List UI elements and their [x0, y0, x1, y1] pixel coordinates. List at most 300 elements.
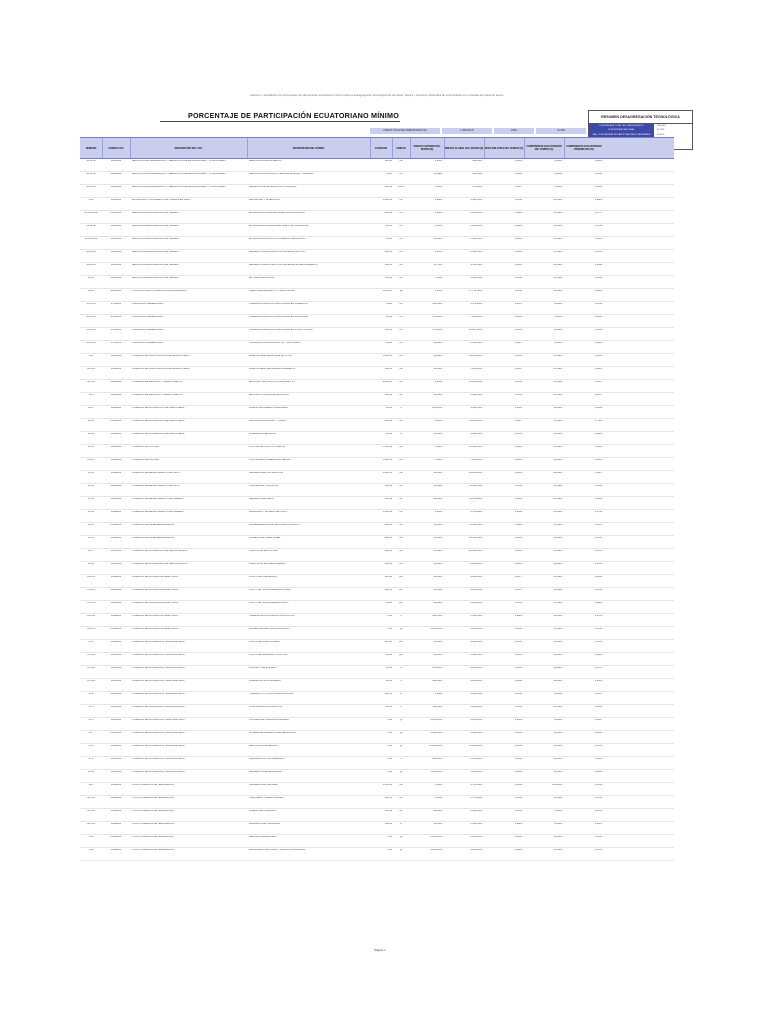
cell-unidad: m2 — [399, 511, 403, 513]
cell-precio-global: 10.496,0000 — [469, 524, 482, 526]
cell-componente-ecuatoriano: 80,0000 — [553, 199, 562, 201]
cell-componente-ponderado: 0,1333 — [594, 706, 602, 708]
cell-codigo-cpc: 54440101 — [110, 459, 122, 461]
cell-componente-ponderado: 0,1797 — [594, 667, 602, 669]
cell-codigo-cpc: 54330101 — [110, 381, 122, 383]
cell-descripcion-cpc: TRABAJOS DE INSTALACIÓN DE CIELOS FALSOS — [132, 550, 187, 552]
cell-codigo-cpc: 54250101 — [110, 251, 122, 253]
cell-precio-global: 4.553,0000 — [470, 264, 482, 266]
cell-descripcion-cpc: TRABAJOS DE REVESTIMIENTO DE PAREDES — [132, 498, 184, 500]
cell-descripcion-rubro: MAMPOSTERÍA DE LADRILLO MAMBRÓN — [249, 368, 295, 370]
table-row — [80, 626, 674, 640]
cell-unidad: m3 — [399, 173, 403, 175]
cell-precio-global: 24.510,0000 — [469, 537, 482, 539]
summary-value: 41,23% — [655, 128, 692, 132]
col-unidad: UNIDAD — [392, 138, 411, 158]
cell-numero: 31.3.03 — [87, 680, 95, 682]
cell-unidad: m2 — [399, 810, 403, 812]
cell-peso-relativo: 0,0003 — [514, 160, 522, 162]
table-row — [80, 678, 674, 692]
cell-unidad: u — [400, 667, 402, 669]
cell-peso-relativo: 0,0007 — [514, 186, 522, 188]
cell-cantidad: 1.420,00 — [382, 459, 392, 461]
cell-descripcion-rubro: PUNTO DE DESAGÜE PVC 110 MM — [249, 654, 288, 656]
table-row — [80, 717, 674, 731]
cell-cantidad: 40,00 — [386, 602, 392, 604]
cell-descripcion-cpc: TRABAJOS DE PINTURA — [132, 459, 160, 461]
cell-codigo-cpc: 54410101 — [110, 732, 122, 734]
cell-descripcion-cpc: SERVICIOS DE PREPARACIÓN Y DEMOLICIÓN DE EDIFICACIONES Y OTRAS OBRAS — [132, 186, 226, 188]
cell-componente-ecuatoriano: 70,0000 — [553, 329, 562, 331]
cell-cantidad: 95,00 — [386, 238, 392, 240]
cell-descripcion-rubro: HORMIGÓN CICLÓPEO 60% HS Y 40% PIEDRA — [249, 342, 301, 344]
cell-descripcion-rubro: PUNTO DE TOMACORRIENTE 220 V — [249, 602, 289, 604]
table-row — [80, 288, 674, 302]
cell-unidad: m3 — [399, 212, 403, 214]
cell-cantidad: 210,00 — [384, 186, 392, 188]
cell-peso-relativo: 0,0094 — [514, 446, 522, 448]
cell-precio-global: 1.369,0000 — [470, 277, 482, 279]
cell-cantidad: 380,00 — [384, 485, 392, 487]
table-row — [80, 535, 674, 549]
cell-unidad: m2 — [399, 446, 403, 448]
cell-precio-unitario: 42,0000 — [433, 654, 442, 656]
cell-precio-global: 10.296,0000 — [469, 498, 482, 500]
cell-descripcion-cpc: SERVICIOS DE EXCAVACIÓN DE TIERRAS — [132, 238, 179, 240]
cell-componente-ecuatoriano: 85,0000 — [553, 706, 562, 708]
cell-componente-ponderado: 0,1503 — [594, 680, 602, 682]
cell-descripcion-cpc: TRABAJOS DE INSTALACIÓN ELÉCTRICA — [132, 589, 178, 591]
cell-componente-ponderado: 0,1470 — [594, 823, 602, 825]
cell-componente-ecuatoriano: 90,0000 — [553, 797, 562, 799]
cell-componente-ponderado: 0,4245 — [594, 576, 602, 578]
mini-header-pr: PRECIO TOTAL DEL PRESUPUESTO ($) — [370, 128, 440, 134]
cell-componente-ecuatoriano: 45,0000 — [553, 550, 562, 552]
cell-componente-ecuatoriano: 80,0000 — [553, 225, 562, 227]
cell-componente-ponderado: 1,2136 — [594, 355, 602, 357]
cell-precio-unitario: 62,0000 — [433, 433, 442, 435]
cell-descripcion-cpc: TRABAJOS DE INSTALACIÓN HIDROSANITARIA — [132, 693, 185, 695]
cell-unidad: m — [400, 433, 402, 435]
cell-componente-ponderado: 0,1748 — [594, 225, 602, 227]
cell-cantidad: 860,00 — [384, 537, 392, 539]
cell-descripcion-rubro: CIELO RASO DE GYPSUM — [249, 550, 278, 552]
cell-componente-ecuatoriano: 35,0000 — [553, 745, 562, 747]
cell-descripcion-rubro: RELLENO COMPACTADO CON MATERIAL DE MEJORAMIENTO — [249, 264, 318, 266]
cell-cantidad: 1,00 — [387, 732, 392, 734]
cell-componente-ecuatoriano: 60,0000 — [553, 641, 562, 643]
cell-peso-relativo: 0,0043 — [514, 810, 522, 812]
cell-cantidad: 340,00 — [384, 563, 392, 565]
cell-componente-ecuatoriano: 70,0000 — [553, 342, 562, 344]
cell-descripcion-cpc: TRABAJOS DE REVESTIMIENTO DE PISOS — [132, 472, 180, 474]
cell-unidad: gl — [400, 628, 402, 630]
cell-codigo-cpc: 54330101 — [110, 355, 122, 357]
cell-unidad: m3 — [399, 238, 403, 240]
cell-cantidad: 1,00 — [387, 628, 392, 630]
summary-label: VAE - PORCENTAJE DE PARTICIPACIÓN ECUATORIANO — [589, 133, 655, 137]
table-row — [80, 262, 674, 276]
cell-numero: 31.9 — [88, 758, 94, 760]
cell-componente-ecuatoriano: 85,0000 — [553, 355, 562, 357]
cell-descripcion-cpc: TRABAJOS DE INSTALACIÓN HIDROSANITARIA — [132, 667, 185, 669]
cell-unidad: u — [400, 680, 402, 682]
cell-codigo-cpc: 54990101 — [110, 810, 122, 812]
cell-unidad: pto — [399, 602, 403, 604]
table-row — [80, 691, 674, 705]
cell-cantidad: 28,00 — [386, 680, 392, 682]
cell-numero: 30.10.1 — [87, 459, 95, 461]
cell-componente-ecuatoriano: 35,0000 — [553, 290, 562, 292]
cell-precio-unitario: 11,8000 — [433, 173, 442, 175]
cell-peso-relativo: 0,0082 — [514, 524, 522, 526]
table-row — [80, 197, 674, 211]
title-rule — [160, 121, 400, 122]
cell-componente-ponderado: 0,3675 — [594, 524, 602, 526]
summary-value: 35,01% — [655, 133, 692, 137]
cell-precio-unitario: 22,5000 — [433, 472, 442, 474]
cell-componente-ecuatoriano: 80,0000 — [553, 212, 562, 214]
cell-descripcion-cpc: TRABAJOS DE INSTALACIÓN ELÉCTRICA — [132, 628, 178, 630]
table-row — [80, 561, 674, 575]
table-row — [80, 496, 674, 510]
cell-unidad: m2 — [399, 394, 403, 396]
cell-componente-ecuatoriano: 80,0000 — [553, 264, 562, 266]
cell-peso-relativo: 0,0009 — [514, 771, 522, 773]
cell-componente-ponderado: 0,1265 — [594, 238, 602, 240]
cell-descripcion-rubro: CISTERNA DE HORMIGÓN ARMADO — [249, 719, 289, 721]
cell-descripcion-rubro: ACERO DE REFUERZO FY=4200 KG/CM2 — [249, 290, 295, 292]
cell-componente-ponderado: 0,1595 — [594, 251, 602, 253]
cell-codigo-cpc: 54410101 — [110, 641, 122, 643]
cell-precio-global: 16.380,0000 — [469, 420, 482, 422]
table-row — [80, 795, 674, 809]
cell-peso-relativo: 0,0035 — [514, 264, 522, 266]
cell-codigo-cpc: 54630101 — [110, 407, 122, 409]
cell-numero: 30.01.03 — [86, 186, 96, 188]
cell-precio-unitario: 16,4000 — [433, 524, 442, 526]
cell-precio-unitario: 6,8000 — [434, 693, 442, 695]
cell-componente-ponderado: 0,1354 — [594, 784, 602, 786]
cell-precio-unitario: 112,0000 — [432, 706, 442, 708]
cell-peso-relativo: 0,0027 — [514, 342, 522, 344]
cell-codigo-cpc: 54990101 — [110, 836, 122, 838]
cell-precio-global: 5.400,0000 — [470, 732, 482, 734]
cell-numero: 31.1 — [88, 394, 94, 396]
cell-numero: 30.05.02 — [86, 316, 96, 318]
cell-precio-global: 2.520,0000 — [470, 615, 482, 617]
cell-cantidad: 1,00 — [387, 836, 392, 838]
cell-peso-relativo: 0,0011 — [515, 199, 522, 201]
cell-componente-ecuatoriano: 70,0000 — [553, 303, 562, 305]
cell-unidad: m — [400, 693, 402, 695]
table-row — [80, 236, 674, 250]
cell-descripcion-rubro: DESALOJO DE MATERIAL CON VOLQUETA — [249, 186, 297, 188]
cell-numero: 31.5 — [88, 706, 94, 708]
cell-precio-global: 4.352,0000 — [470, 693, 482, 695]
cell-precio-unitario: 420,0000 — [432, 615, 442, 617]
cell-precio-unitario: 3.850,0000 — [430, 628, 442, 630]
cell-componente-ecuatoriano: 90,0000 — [553, 407, 562, 409]
col-precio-global: PRECIO GLOBAL DEL RUBRO ($) — [444, 138, 485, 158]
cell-codigo-cpc: 42999911 — [110, 290, 122, 292]
table-row — [80, 704, 674, 718]
cell-peso-relativo: 0,0075 — [514, 589, 522, 591]
cell-descripcion-rubro: CIELO RASO DE FIBRA MINERAL — [249, 563, 286, 565]
cell-precio-unitario: 8,4500 — [434, 381, 442, 383]
cell-unidad: m2 — [399, 160, 403, 162]
cell-cantidad: 280,00 — [384, 589, 392, 591]
cell-unidad: pto — [399, 654, 403, 656]
table-row — [80, 730, 674, 744]
cell-descripcion-rubro: DEMOLICIÓN DE MAMPOSTERÍA DE BLOQUE Y LADRILLO — [249, 173, 314, 175]
cell-numero: 30.10 — [88, 446, 94, 448]
cell-unidad: m2 — [399, 368, 403, 370]
cell-precio-unitario: 8,9000 — [434, 212, 442, 214]
cell-numero: 31.2.01 — [87, 576, 95, 578]
cell-cantidad: 8.650,00 — [382, 290, 392, 292]
cell-numero: 31.2.03 — [87, 602, 95, 604]
cell-componente-ecuatoriano: 60,0000 — [553, 654, 562, 656]
cell-componente-ecuatoriano: 75,0000 — [553, 810, 562, 812]
cell-peso-relativo: 0,0191 — [514, 537, 522, 539]
cell-peso-relativo: 0,0024 — [514, 849, 522, 851]
cell-numero: 30.6.01 — [87, 368, 95, 370]
cell-descripcion-cpc: HORMIGÓN PREMEZCLADO — [132, 329, 164, 331]
cell-componente-ponderado: 0,2370 — [594, 693, 602, 695]
cell-precio-global: 20.580,0000 — [469, 550, 482, 552]
cell-numero: 31.2.05 — [87, 628, 95, 630]
table-row — [80, 509, 674, 523]
cell-peso-relativo: 0,0030 — [514, 680, 522, 682]
col-precio-unitario: PRECIO UNITARIO DEL RUBRO ($) — [410, 138, 445, 158]
cell-precio-global: 2.470,0000 — [470, 797, 482, 799]
cell-descripcion-cpc: TRABAJOS DE INSTALACIÓN DE CARPINTERÍA — [132, 407, 185, 409]
cell-precio-global: 4.032,0000 — [470, 654, 482, 656]
cell-numero: 31.3.01 — [87, 654, 95, 656]
cell-cantidad: 640,00 — [384, 693, 392, 695]
cell-cantidad: 185,00 — [384, 277, 392, 279]
cell-cantidad: 210,00 — [384, 420, 392, 422]
cell-unidad: gl — [400, 836, 402, 838]
cell-componente-ecuatoriano: 65,0000 — [553, 459, 562, 461]
cell-cantidad: 3.100,00 — [382, 446, 392, 448]
col-peso-relativo: PESO RELATIVO DEL RUBRO (%) — [484, 138, 525, 158]
cell-componente-ecuatoriano: 40,0000 — [553, 758, 562, 760]
cell-cantidad: 310,00 — [384, 576, 392, 578]
cell-codigo-cpc: 54470101 — [110, 550, 122, 552]
cell-descripcion-rubro: EXCAVACIÓN A MANO EN SUELO SIN CLASIFICAR — [249, 212, 305, 214]
cell-precio-global: 14.440,0000 — [469, 485, 482, 487]
cell-cantidad: 8,00 — [387, 758, 392, 760]
cell-descripcion-rubro: PUNTO DE AGUA POTABLE — [249, 641, 280, 643]
cell-cantidad: 45,00 — [386, 173, 392, 175]
cell-componente-ponderado: 0,1773 — [594, 212, 602, 214]
cell-codigo-cpc: 54470101 — [110, 563, 122, 565]
cell-componente-ecuatoriano: 80,0000 — [553, 238, 562, 240]
cell-descripcion-rubro: LIMPIEZA FINAL DE OBRA — [249, 784, 278, 786]
cell-unidad: gl — [400, 771, 402, 773]
cell-numero: 31.7 — [88, 732, 94, 734]
cell-numero: 30.11 — [88, 472, 94, 474]
cell-codigo-cpc: 54210101 — [110, 186, 122, 188]
cell-codigo-cpc: 54460101 — [110, 498, 122, 500]
cell-codigo-cpc: 54250101 — [110, 238, 122, 240]
table-row — [80, 392, 674, 406]
cell-cantidad: 1.430,00 — [382, 511, 392, 513]
cell-peso-relativo: 0,0051 — [514, 394, 522, 396]
table-row — [80, 808, 674, 822]
cell-cantidad: 640,00 — [384, 524, 392, 526]
cell-unidad: m2 — [399, 537, 403, 539]
table-row — [80, 353, 674, 367]
cell-componente-ecuatoriano: 40,0000 — [553, 485, 562, 487]
cell-unidad: m3 — [399, 251, 403, 253]
table-row — [80, 834, 674, 848]
cell-peso-relativo: 0,0014 — [514, 784, 522, 786]
cell-descripcion-rubro: HORMIGÓN SIMPLE F'C=240 KG/CM2 EN COLUMNAS — [249, 316, 308, 318]
cell-peso-relativo: 0,0077 — [514, 576, 522, 578]
cell-descripcion-cpc: TRABAJOS DE ENLUCIDO Y REVESTIMIENTO — [132, 381, 183, 383]
cell-componente-ecuatoriano: 50,0000 — [553, 537, 562, 539]
cell-cantidad: 1.450,00 — [382, 784, 392, 786]
cell-cantidad: 410,00 — [384, 251, 392, 253]
mini-header-total: 1.285.432,76 — [442, 128, 492, 134]
cell-descripcion-cpc: SERVICIOS DE EXCAVACIÓN DE TIERRAS — [132, 212, 179, 214]
cell-componente-ponderado: 0,1348 — [594, 628, 602, 630]
cell-precio-unitario: 176,5000 — [432, 329, 442, 331]
cell-peso-relativo: 0,0041 — [514, 433, 522, 435]
cell-componente-ecuatoriano: 60,0000 — [553, 498, 562, 500]
cell-numero: 30.07 — [88, 407, 94, 409]
cell-cantidad: 980,00 — [384, 550, 392, 552]
cell-precio-unitario: 1,2000 — [434, 784, 442, 786]
cell-unidad: gl — [400, 732, 402, 734]
cell-precio-unitario: 28,5000 — [433, 537, 442, 539]
cell-peso-relativo: 0,0040 — [514, 758, 522, 760]
cell-codigo-cpc: 54210101 — [110, 160, 122, 162]
cell-codigo-cpc: 54990101 — [110, 849, 122, 851]
cell-precio-unitario: 165,0000 — [432, 667, 442, 669]
table-row — [80, 314, 674, 328]
cell-precio-global: 2.562,5000 — [470, 251, 482, 253]
cell-componente-ecuatoriano: 30,0000 — [553, 732, 562, 734]
cell-codigo-cpc: 54330101 — [110, 368, 122, 370]
cell-descripcion-cpc: TRABAJOS DE REVESTIMIENTO DE PAREDES — [132, 511, 184, 513]
cell-descripcion-cpc: TRABAJOS DE INSTALACIÓN HIDROSANITARIA — [132, 745, 185, 747]
cell-peso-relativo: 0,0035 — [514, 407, 522, 409]
cell-precio-global: 18.352,0000 — [469, 355, 482, 357]
cell-componente-ponderado: 0,9534 — [594, 537, 602, 539]
cell-componente-ecuatoriano: 55,0000 — [553, 602, 562, 604]
cell-componente-ponderado: 0,1882 — [594, 342, 602, 344]
cell-precio-unitario: 0,9800 — [434, 199, 442, 201]
cell-descripcion-rubro: EXCAVACIÓN EN ROCA CON MEDIOS MECÁNICOS — [249, 238, 306, 240]
cell-precio-unitario: 78,0000 — [433, 420, 442, 422]
cell-unidad: m — [400, 823, 402, 825]
cell-precio-global: 9.472,0000 — [470, 303, 482, 305]
cell-componente-ponderado: 0,2016 — [594, 641, 602, 643]
cell-componente-ponderado: 1,1027 — [594, 472, 602, 474]
cell-precio-unitario: 18,0000 — [433, 810, 442, 812]
cell-unidad: pto — [399, 576, 403, 578]
cell-descripcion-rubro: PINTURA DE CAUCHO INTERIOR — [249, 446, 286, 448]
cell-precio-global: 8.330,0000 — [470, 563, 482, 565]
cell-numero: 30.02.02 — [86, 225, 96, 227]
cell-componente-ponderado: 0,0509 — [594, 186, 602, 188]
cell-componente-ecuatoriano: 65,0000 — [553, 446, 562, 448]
cell-descripcion-rubro: ENLUCIDO HORIZONTAL EN LOSAS — [249, 394, 289, 396]
cell-peso-relativo: 0,0127 — [514, 420, 522, 422]
cell-numero: 1.06 — [88, 199, 94, 201]
cell-peso-relativo: 0,0019 — [514, 797, 522, 799]
cell-componente-ecuatoriano: 60,0000 — [553, 433, 562, 435]
table-row — [80, 418, 674, 432]
cell-precio-global: 2.033,0000 — [470, 238, 482, 240]
cell-componente-ecuatoriano: 55,0000 — [553, 576, 562, 578]
cell-numero: 32.1.03 — [87, 823, 95, 825]
cell-cantidad: 640,00 — [384, 394, 392, 396]
table-row — [80, 158, 674, 172]
cell-precio-unitario: 14,0000 — [433, 823, 442, 825]
cell-descripcion-rubro: REPLANTEO Y NIVELACIÓN — [249, 199, 280, 201]
cell-descripcion-cpc: OTROS TRABAJOS DE TERMINACIÓN — [132, 797, 174, 799]
cell-codigo-cpc: 54440101 — [110, 446, 122, 448]
cell-cantidad: 42,00 — [386, 316, 392, 318]
cell-codigo-cpc: 54990101 — [110, 823, 122, 825]
cell-descripcion-cpc: OTROS TRABAJOS DE TERMINACIÓN — [132, 810, 174, 812]
cell-descripcion-cpc: OTROS TRABAJOS DE TERMINACIÓN — [132, 849, 174, 851]
cell-precio-global: 2.520,0000 — [470, 823, 482, 825]
cell-codigo-cpc: 54410101 — [110, 745, 122, 747]
cell-peso-relativo: 0,0112 — [515, 485, 522, 487]
cell-peso-relativo: 0,0056 — [514, 316, 522, 318]
cell-precio-global: 5.120,0000 — [470, 758, 482, 760]
mini-header-pct: 100% — [494, 128, 534, 134]
cell-codigo-cpc: 54460101 — [110, 511, 122, 513]
cell-peso-relativo: 0,0069 — [514, 719, 522, 721]
cell-descripcion-cpc: TRABAJOS DE INSTALACIÓN ELÉCTRICA — [132, 576, 178, 578]
cell-descripcion-rubro: CUBIERTA DE STEEL PANEL — [249, 537, 281, 539]
cell-codigo-cpc: 54410101 — [110, 693, 122, 695]
cell-descripcion-cpc: OTROS TRABAJOS DE TERMINACIÓN — [132, 823, 174, 825]
cell-unidad: gl — [400, 849, 402, 851]
cell-componente-ecuatoriano: 50,0000 — [553, 680, 562, 682]
cell-unidad: m2 — [399, 797, 403, 799]
cell-peso-relativo: 0,0074 — [514, 303, 522, 305]
cell-componente-ponderado: 0,4133 — [594, 589, 602, 591]
cell-precio-unitario: 10,2000 — [433, 394, 442, 396]
col-componente-ponderado: COMPONENTE ECUATORIANO PONDERADO (%) — [566, 145, 602, 151]
cell-descripcion-cpc: HORMIGÓN PREMEZCLADO — [132, 316, 164, 318]
cell-codigo-cpc: 54410101 — [110, 771, 122, 773]
cell-descripcion-cpc: TRABAJOS DE INSTALACIÓN HIDROSANITARIA — [132, 654, 185, 656]
cell-componente-ecuatoriano: 70,0000 — [553, 316, 562, 318]
cell-componente-ponderado: 0,6114 — [595, 446, 602, 448]
cell-componente-ponderado: 0,1610 — [594, 836, 602, 838]
table-row — [80, 613, 674, 627]
cell-precio-unitario: 9,5000 — [434, 797, 442, 799]
cell-descripcion-rubro: PASAMANOS METÁLICO — [249, 433, 277, 435]
col-cantidad: CANTIDAD — [370, 138, 393, 158]
table-row — [80, 457, 674, 471]
cell-componente-ponderado: 0,1593 — [594, 758, 602, 760]
cell-componente-ponderado: 0,7205 — [594, 550, 602, 552]
table-row — [80, 184, 674, 198]
cell-componente-ponderado: 0,4825 — [594, 368, 602, 370]
cell-unidad: m2 — [399, 524, 403, 526]
cell-precio-unitario: 3,9000 — [434, 446, 442, 448]
